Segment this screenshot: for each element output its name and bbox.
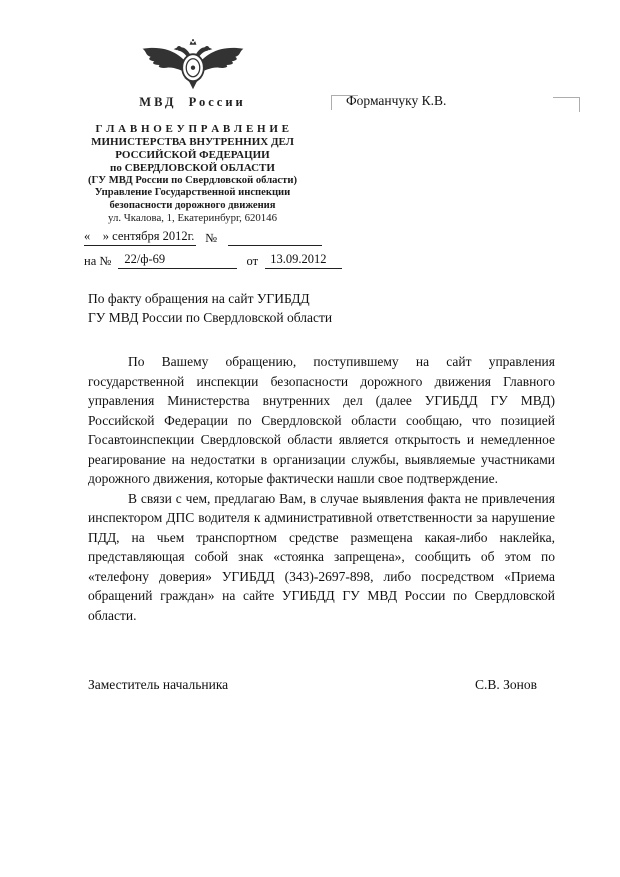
org-line: ул. Чкалова, 1, Екатеринбург, 620146 [108, 212, 277, 225]
outgoing-date-field: « » сентября 2012г. [84, 229, 196, 246]
incoming-date-label: от [246, 254, 259, 268]
body-line: дорожного движения, которые фактически нашли свое подтверждение. [88, 471, 498, 486]
org-line: Г Л А В Н О Е У П Р А В Л Е Н И Е [95, 123, 290, 135]
incoming-ref-row [84, 252, 342, 275]
subject-block [88, 290, 332, 327]
letterhead [70, 38, 315, 225]
org-line: РОССИЙСКОЙ ФЕДЕРАЦИИ [115, 149, 270, 161]
org-line: безопасности дорожного движения [109, 199, 276, 211]
incoming-number-field: 22/ф-69 [118, 252, 237, 269]
body-line: представляющая собой знак «стоянка запрещена», сообщить об этом по [88, 549, 555, 564]
org-line: по СВЕРДЛОВСКОЙ ОБЛАСТИ [110, 162, 275, 174]
subject-line: ГУ МВД России по Свердловской области [88, 309, 333, 325]
letter-body [88, 352, 555, 625]
outgoing-ref-row [84, 229, 342, 252]
body-line: управления Министерства внутренних дел (далее УГИБДД ГУ МВД) [88, 393, 555, 408]
reference-block [84, 229, 342, 275]
mvd-double-headed-eagle-icon [137, 38, 249, 92]
signature-row [88, 677, 555, 693]
body-line: По Вашему обращению, поступившему на сайт управления [128, 354, 555, 369]
org-line: Управление Государственной инспекции [94, 187, 291, 199]
incoming-date-field: 13.09.2012 [265, 252, 342, 269]
org-line: МИНИСТЕРСТВА ВНУТРЕННИХ ДЕЛ [91, 136, 294, 148]
body-line: инспектором ДПС водителя к административной ответственности за нарушение [88, 510, 555, 525]
body-line: «телефону доверия» УГИБДД (343)-2697-898, либо посредством «Приема [88, 568, 555, 584]
body-line: Госавтоинспекции Свердловской области является открытость и немедленное [88, 432, 555, 447]
body-line: ПДД, на чьем транспортном средстве размещена какая-либо наклейка, [88, 529, 555, 545]
body-line: обращений граждан» на сайте УГИБДД ГУ МВД России по Свердловской [88, 588, 555, 603]
signer-position: Заместитель начальника [88, 677, 229, 692]
org-lines [70, 123, 315, 225]
outgoing-number-field [228, 244, 322, 246]
body-line: Российской Федерации по Свердловской области сообщаю, что позицией [88, 412, 555, 428]
org-line: (ГУ МВД России по Свердловской области) [88, 175, 297, 186]
body-line: области. [88, 607, 137, 623]
addressee-name: Форманчуку К.В. [346, 93, 447, 108]
signer-name: С.В. Зонов [475, 677, 537, 692]
subject-line: По факту обращения на сайт УГИБДД [88, 291, 310, 306]
incoming-number-label: на № [84, 254, 112, 268]
body-line: государственной инспекции безопасности дорожного движения Главного [88, 373, 555, 389]
agency-name: МВД России [139, 95, 246, 109]
body-line: В связи с чем, предлагаю Вам, в случае выявления факта не привлечения [128, 490, 555, 506]
body-line: реагирование на недостатки в организации службы, выявляемые участниками [88, 451, 555, 467]
addressee-corner-right-mark [553, 97, 580, 112]
outgoing-number-label: № [205, 231, 218, 245]
